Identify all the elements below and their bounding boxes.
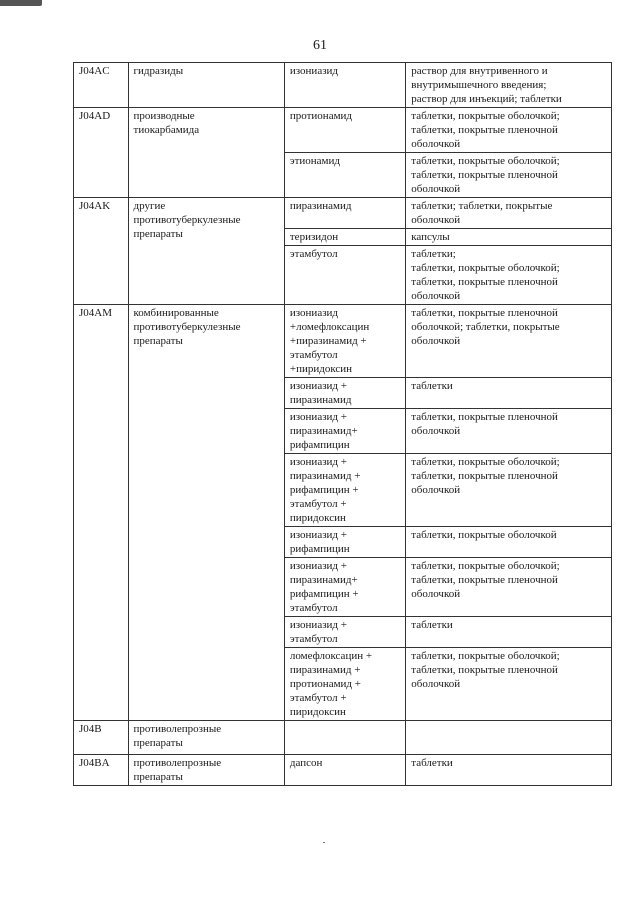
- atc-code-cell: J04AK: [74, 198, 129, 305]
- drug-name-cell: изониазид + пиразинамид+ рифампицин + этамбутол: [284, 558, 405, 617]
- atc-code-cell: J04B: [74, 721, 129, 755]
- table-body: [74, 63, 612, 786]
- drug-classification-table: [73, 62, 612, 786]
- table-row: [74, 721, 612, 755]
- dosage-form-cell: капсулы: [406, 229, 612, 246]
- drug-name-cell: теризидон: [284, 229, 405, 246]
- dosage-form-cell: таблетки, покрытые пленочной оболочкой: [406, 409, 612, 454]
- atc-code-cell: J04BA: [74, 755, 129, 786]
- atc-code-cell: J04AM: [74, 305, 129, 721]
- dosage-form-cell: таблетки, покрытые оболочкой; таблетки, покрытые пленочной оболочкой: [406, 153, 612, 198]
- drug-name-cell: изониазид + пиразинамид + рифампицин + этамбутол + пиридоксин: [284, 454, 405, 527]
- dosage-form-cell: таблетки, покрытые оболочкой; таблетки, покрытые пленочной оболочкой: [406, 454, 612, 527]
- table-row: [74, 63, 612, 108]
- anatomical-group-cell: другие противотуберкулезные препараты: [128, 198, 284, 305]
- drug-name-cell: пиразинамид: [284, 198, 405, 229]
- scan-corner-mark: [0, 0, 42, 6]
- drug-name-cell: [284, 721, 405, 755]
- drug-name-cell: изониазид + пиразинамид+ рифампицин: [284, 409, 405, 454]
- table-row: [74, 108, 612, 153]
- dosage-form-cell: таблетки, покрытые оболочкой; таблетки, покрытые пленочной оболочкой: [406, 108, 612, 153]
- drug-name-cell: этионамид: [284, 153, 405, 198]
- dosage-form-cell: таблетки: [406, 617, 612, 648]
- atc-code-cell: J04AC: [74, 63, 129, 108]
- drug-name-cell: изониазид + этамбутол: [284, 617, 405, 648]
- drug-name-cell: изониазид + рифампицин: [284, 527, 405, 558]
- anatomical-group-cell: производные тиокарбамида: [128, 108, 284, 198]
- table-row: [74, 305, 612, 378]
- anatomical-group-cell: комбинированные противотуберкулезные препараты: [128, 305, 284, 721]
- anatomical-group-cell: противолепрозные препараты: [128, 755, 284, 786]
- anatomical-group-cell: гидразиды: [128, 63, 284, 108]
- atc-code-cell: J04AD: [74, 108, 129, 198]
- dosage-form-cell: таблетки; таблетки, покрытые оболочкой: [406, 198, 612, 229]
- dosage-form-cell: таблетки; таблетки, покрытые оболочкой; таблетки, покрытые пленочной оболочкой: [406, 246, 612, 305]
- table-row: [74, 198, 612, 229]
- page-number: 61: [313, 38, 327, 53]
- dosage-form-cell: таблетки, покрытые оболочкой; таблетки, покрытые пленочной оболочкой: [406, 558, 612, 617]
- drug-name-cell: изониазид +ломефлоксацин +пиразинамид + этамбутол +пиридоксин: [284, 305, 405, 378]
- stray-mark: [323, 842, 325, 843]
- drug-name-cell: изониазид + пиразинамид: [284, 378, 405, 409]
- drug-name-cell: протионамид: [284, 108, 405, 153]
- anatomical-group-cell: противолепрозные препараты: [128, 721, 284, 755]
- dosage-form-cell: таблетки, покрытые оболочкой; таблетки, покрытые пленочной оболочкой: [406, 648, 612, 721]
- drug-name-cell: ломефлоксацин + пиразинамид + протионамид + этамбутол + пиридоксин: [284, 648, 405, 721]
- dosage-form-cell: таблетки, покрытые оболочкой: [406, 527, 612, 558]
- drug-name-cell: этамбутол: [284, 246, 405, 305]
- drug-name-cell: дапсон: [284, 755, 405, 786]
- dosage-form-cell: таблетки, покрытые пленочной оболочкой; таблетки, покрытые оболочкой: [406, 305, 612, 378]
- dosage-form-cell: раствор для внутривенного и внутримышечного введения; раствор для инъекций; таблетки: [406, 63, 612, 108]
- table-row: [74, 755, 612, 786]
- drug-name-cell: изониазид: [284, 63, 405, 108]
- dosage-form-cell: таблетки: [406, 755, 612, 786]
- dosage-form-cell: таблетки: [406, 378, 612, 409]
- dosage-form-cell: [406, 721, 612, 755]
